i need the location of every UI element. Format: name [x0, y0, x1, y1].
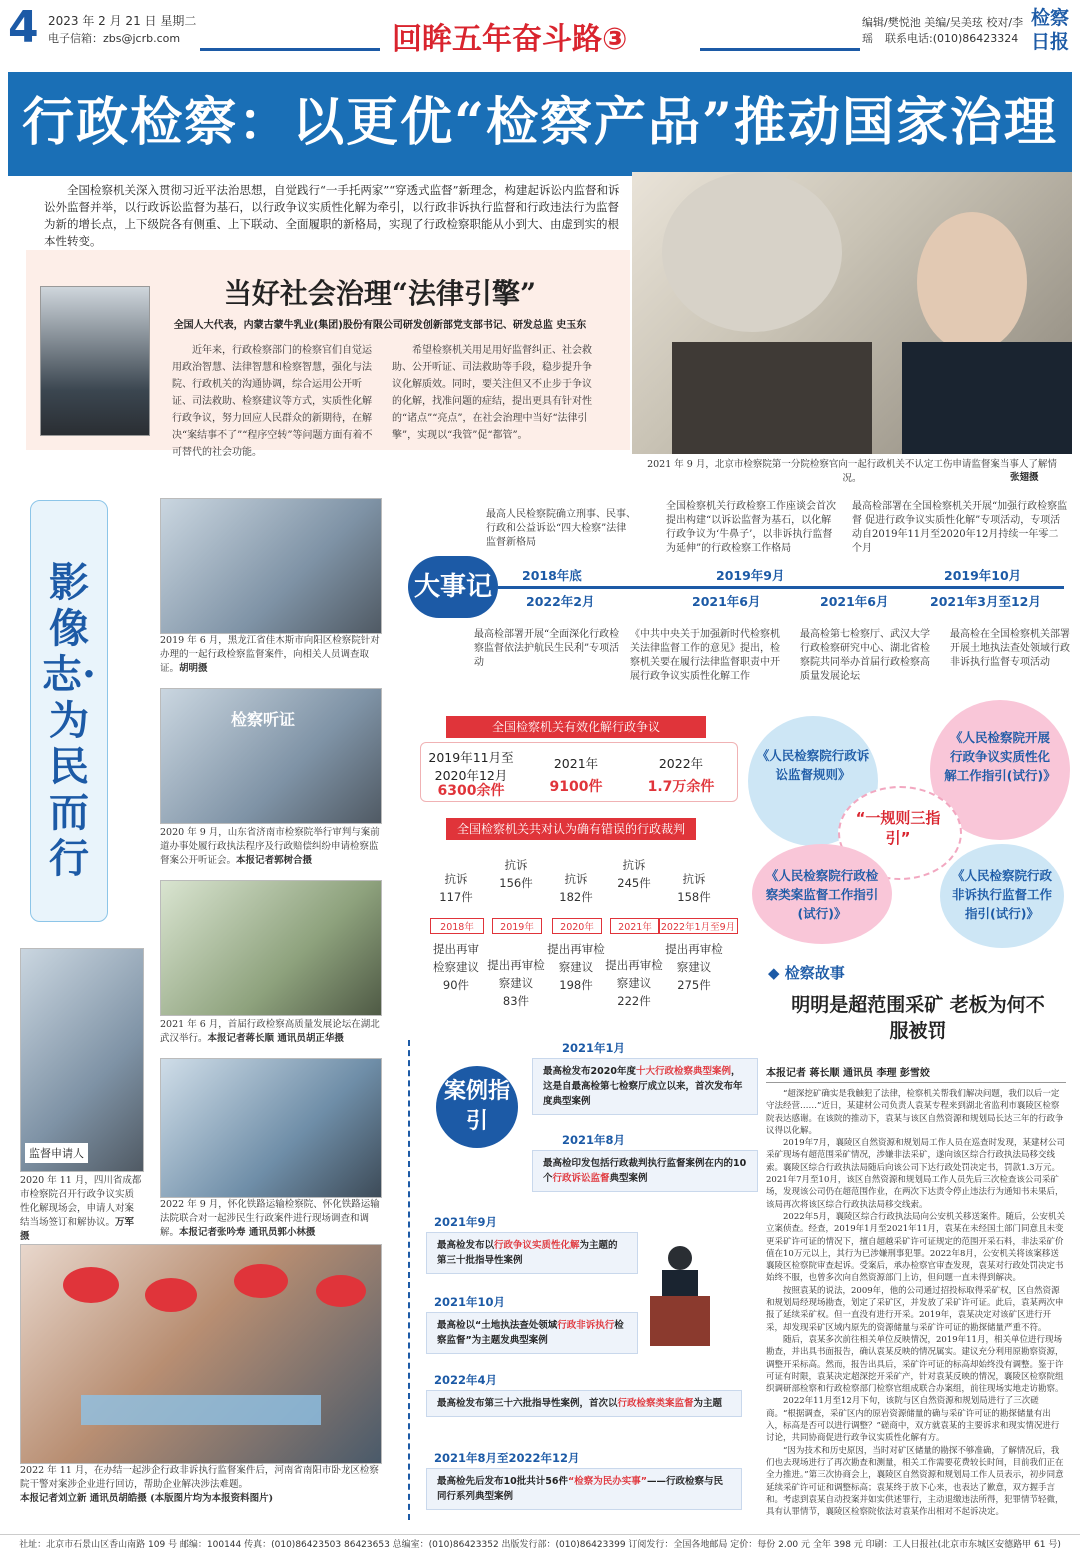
case-date-6: 2021年8月至2022年12月	[434, 1451, 580, 1465]
gallery-photo-5	[160, 1058, 382, 1198]
stat2-jianyi-5: 提出再审检察建议 275件	[665, 942, 723, 992]
event-top-3: 最高检部署在全国检察机关开展“加强行政检察监督 促进行政争议实质性化解”专项活动，专项活动自2019年11月至2020年12月持续一年零二个月	[852, 501, 1068, 554]
gallery-photo-1	[160, 498, 382, 634]
event-date-bottom-2: 2021年6月	[692, 594, 761, 609]
stat2-jianyi-2: 提出再审检察建议 83件	[487, 958, 545, 1008]
gallery-caption-2: 2020 年 9 月，山东省济南市检察院举行审判与案前道办事处履行政执法程序及行政赔偿纠纷申请检察监督案公开听证会。本报记者郭树合摄	[160, 827, 380, 866]
gallery-caption-4: 2020 年 11 月，四川省成都市检察院召开行政争议实质性化解现场会，申请人对案结当场签订和解协议。万军摄	[20, 1175, 142, 1242]
case-item-2: 最高检印发包括行政裁判执行监督案例在内的10个行政诉讼监督典型案例	[532, 1150, 758, 1192]
case-date-4: 2021年10月	[434, 1295, 506, 1309]
events-badge: 大事记	[408, 556, 498, 618]
story-rule	[766, 1082, 1066, 1083]
email: 电子信箱：zbs@jcrb.com	[48, 32, 181, 45]
editors: 编辑/樊悦池 美编/吴美玹 校对/李瑶	[862, 16, 1024, 45]
stat2-year-3: 2020年	[552, 918, 602, 934]
case-item-4: 最高检以“土地执法查处领域行政非诉执行检察监督”为主题发典型案例	[426, 1312, 638, 1354]
case-date-5: 2022年4月	[434, 1373, 498, 1387]
stat2-kangsu-2: 抗诉 156件	[499, 858, 533, 890]
story-byline: 本报记者 蒋长顺 通讯员 李理 彭雪姣	[766, 1068, 930, 1079]
gallery-photo-6	[20, 1244, 382, 1464]
top-photo-caption: 2021 年 9 月，北京市检察院第一分院检察官向一起行政机关不认定工伤申请监督案当事人了解情况。	[647, 459, 1057, 484]
stat1-value-3: 1.7万余件	[647, 779, 715, 795]
page-title: 行政检察：以更优“检察产品”推动国家治理	[22, 92, 1058, 153]
stat1-period-3: 2022年	[658, 756, 704, 771]
event-bottom-3: 最高检第七检察厅、武汉大学行政检察研究中心、湖北省检察院共同举办首届行政检察高质量发展论坛	[800, 629, 930, 682]
case-date-3: 2021年9月	[434, 1215, 498, 1229]
event-top-1: 最高人民检察院确立刑事、民事、行政和公益诉讼“四大检察”法律监督新格局	[486, 509, 636, 548]
stat1-value-2: 9100件	[549, 779, 603, 795]
interview-subtitle: 全国人大代表，内蒙古蒙牛乳业(集团)股份有限公司研发创新部党支部书记、研发总监 史玉东	[173, 320, 587, 331]
gallery-photo-4	[20, 948, 144, 1172]
rule-1: 《人民检察院行政诉讼监督规则》	[756, 748, 870, 782]
photo-illustration	[632, 172, 1072, 454]
event-date-top-3: 2019年10月	[944, 568, 1022, 583]
event-bottom-4: 最高检在全国检察机关部署开展土地执法查处领域行政非诉执行监督专项活动	[950, 629, 1070, 668]
event-date-bottom-4: 2021年3月至12月	[930, 594, 1041, 609]
stat2-jianyi-4: 提出再审检察建议 222件	[605, 958, 663, 1008]
gallery-title: 影像志·为民而行	[42, 559, 96, 882]
event-top-2: 全国检察机关行政检察工作座谈会首次提出构建“以诉讼监督为基石，以化解行政争议为‘牛鼻子’，以非诉执行监督为延伸”的行政检察工作格局	[666, 501, 836, 554]
interview-col-1: 近年来，行政检察部门的检察官们自觉运用政治智慧、法律智慧和检察智慧，强化与法院、行政机关的沟通协调，综合运用公开听证、司法救助、检察建议等方式，实质性化解行政争议，努力回应人民群众的新期待，在解决“案结事不了”“程序空转”等问题方面有着不可替代的社会功能。	[172, 345, 373, 458]
masthead-logo: 检察日报	[1030, 7, 1069, 53]
stat1-value-1: 6300余件	[437, 783, 505, 799]
event-bottom-1: 最高检部署开展“全面深化行政检察监督依法护航民生民利”专项活动	[474, 629, 620, 668]
case-item-5: 最高检发布第三十六批指导性案例，首次以行政检察类案监督为主题	[426, 1390, 742, 1417]
footer: 社址：北京市石景山区香山南路 109 号 邮编：100144 传真：(010)86423503 86423653 总编室：(010)86423352 出版发行部：(010)86423399 订阅发行：全国各地邮局 定价：每份 2.00 元 全年 398 元 印刷：工人日报社(北京市东城区安德路甲 61 号)	[0, 1534, 1080, 1555]
case-date-2: 2021年8月	[562, 1133, 626, 1147]
top-photo	[632, 172, 1072, 454]
lead-paragraph: 全国检察机关深入贯彻习近平法治思想，自觉践行“一手托两家”“穿透式监督”新理念，构建起诉讼内监督和诉讼外监督并举，以行政诉讼监督为基石，以行政争议实质性化解为牵引，以行政非诉执行监督和行政违法行为监督为新的增长点，上下级院各有侧重、上下联动、全面履职的新格局，实现了行政检察职能从小到大、由虚到实的根本性转变。	[44, 183, 620, 248]
case-date-1: 2021年1月	[562, 1041, 626, 1055]
sign-text: 监督申请人	[25, 1143, 88, 1163]
hardhat-illustration	[21, 1245, 381, 1463]
stat2-kangsu-1: 抗诉 117件	[439, 872, 473, 904]
cases-badge: 案例指引	[436, 1066, 518, 1148]
hall-sign: 检察听证	[231, 710, 296, 729]
event-date-top-2: 2019年9月	[716, 568, 785, 583]
gallery-caption-1: 2019 年 6 月，黑龙江省佳木斯市向阳区检察院针对办理的一起行政检察监督案件，向相关人员调查取证。胡明摄	[160, 635, 380, 674]
gallery-caption-3: 2021 年 6 月，首届行政检察高质量发展论坛在湖北武汉举行。本报记者蒋长顺 通讯员胡正华摄	[160, 1019, 380, 1044]
case-item-1: 最高检发布2020年度十大行政检察典型案例，这是自最高检第七检察厅成立以来，首次发布年度典型案例	[532, 1058, 758, 1115]
rule-3: 《人民检察院行政检察类案监督工作指引(试行)》	[765, 868, 879, 921]
story-title: 明明是超范围采矿 老板为何不服被罚	[791, 994, 1045, 1042]
interviewee-portrait	[40, 286, 150, 436]
events-line	[498, 586, 1064, 589]
gallery-photo-3	[160, 880, 382, 1016]
rule-center: “一规则三指引”	[855, 809, 941, 847]
stat1-period-1: 2019年11月至2020年12月	[428, 750, 514, 783]
event-bottom-2: 《中共中央关于加强新时代检察机关法律监督工作的意见》提出，检察机关要在履行法律监督职责中开展行政争议实质性化解工作	[630, 629, 780, 682]
event-date-bottom-1: 2022年2月	[526, 594, 595, 609]
stat2-kangsu-3: 抗诉 182件	[559, 872, 593, 904]
gallery-caption-5: 2022 年 9 月，怀化铁路运输检察院、怀化铁路运输法院联合对一起涉民生行政案件进行现场调查和调解。本报记者张吟寿 通讯员郭小林摄	[160, 1199, 380, 1238]
top-photo-credit: 张翅摄	[1010, 472, 1039, 483]
story-section: ◆ 检察故事	[768, 964, 845, 982]
stat2-kangsu-4: 抗诉 245件	[617, 858, 651, 890]
stats-box-2	[420, 856, 740, 1008]
case-item-3: 最高检发布以行政争议实质性化解为主题的第三十批指导性案例	[426, 1232, 638, 1274]
stat1-period-2: 2021年	[553, 756, 599, 771]
stat2-year-5: 2022年1月至9月	[658, 918, 738, 934]
event-date-top-1: 2018年底	[522, 568, 582, 583]
case-item-6: 最高检先后发布10批共计56件“检察为民办实事”——行政检察与民同行系列典型案例	[426, 1468, 742, 1510]
header-rule-left	[200, 48, 380, 51]
stat2-jianyi-3: 提出再审检察建议 198件	[547, 942, 605, 992]
stats-header-1: 全国检察机关有效化解行政争议	[446, 716, 706, 738]
stat2-year-2: 2019年	[492, 918, 542, 934]
stat2-kangsu-5: 抗诉 158件	[677, 872, 711, 904]
rule-4: 《人民检察院行政非诉执行监督工作指引(试行)》	[951, 868, 1052, 921]
interview-title: 当好社会治理“法律引擎”	[223, 277, 537, 310]
interview-col-2: 希望检察机关用足用好监督纠正、社会救助、公开听证、司法救助等手段，稳步提升争议化解质效。同时，要关注但又不止步于争议的化解，找准问题的症结，提出更具有针对性的“诸点”“亮点”，在社会治理中当好“法律引擎”，实现以“我管”促“都管”。	[392, 345, 592, 441]
gallery-caption-6: 2022 年 11 月，在办结一起涉企行政非诉执行监督案件后，河南省南阳市卧龙区检察院干警对案涉企业进行回访，帮助企业解决涉法难题。 本报记者刘立新 通讯员胡皓摄 (本版图片均为本报资料图片)	[20, 1465, 379, 1504]
story-body: “超深挖矿确实是我触犯了法律，检察机关帮我们解决问题，我们以后一定守法经营……”近日，某建材公司负责人袁某专程来到湖北省监利市襄陵区检察院表达感谢。在该院的推动下，袁某与该区自然资源和规划局长达三年的行政争议得以化解。 2019年7月，襄陵区自然资源和规划局工作人员在巡查时发现，某建材公司采矿现场有超范围采矿情况，涉嫌非法采矿，遂向该区综合行政执法局移交线索。襄陵区综合行政执法局随后向该公司下达行政处罚决定书，罚款1.3万元。2021年7月至10月，该区自然资源和规划局工作人员先后三次检查该公司采矿场，发现该公司仍在超范围作业，在两次下达责令停止违法行为通知书未果后，该局再次将该区综合行政执法局移交线索。 2022年5月，襄陵区综合行政执法局向公安机关移送案件。随后，公安机关立案侦查。经查，2019年1月至2021年11月，袁某在未经国土部门同意且未变更采矿许可证的情况下，擅自超越采矿许可证规定的范围开采石料，非法采矿价值在10万元以上，其行为已涉嫌刑事犯罪。2022年8月，公安机关将该案移送襄陵区检察院审查起诉。受案后，承办检察官审查发现，袁某对行政处罚决定书始终不服，也曾多次向自然资源部门上访，但问题一直未得到解决。 按照袁某的说法，2009年，他的公司通过招投标取得采矿权，区自然资源和规划局经现场勘查，划定了采矿区，并发放了采矿许可证。此后，袁某两次申报了延续采矿权。但一直没有进行开采。2019年，袁某决定对该矿区进行开采，却发现采矿区域内原先的资源储量与采矿许可证的勘探储量严重不符。 随后，袁某多次前往相关单位反映情况，2019年11月，相关单位进行现场勘查，并出具书面报告，确认袁某反映的情况属实。建议充分利用原勘察资源，调整开采标高。然而，报告出具后，采矿许可证的标高却始终没有调整。鉴于许可证有时限，袁某决定超深挖开采矿产，针对袁某反映的情况，襄陵区检察院组织调研部检察和行政检察部门检察官组成联合办案组，前往现场实地走访勘察。 2022年11月至12月下旬，该院与区自然资源和规划局进行了三次磋商。“根据调查，采矿区内的原岩资源储量的确与采矿许可证的勘探储量有出入，标高是否可以进行调整？”磋商中，双方就袁某的主要诉求和现实情况进行讨论，共同协商促进行政争议实质性化解有方。 “因为技术和历史原因，当时对矿区储量的勘探不够准确，了解情况后，我们也去现场进行了再次勘查和测量，相关工作需要花费较长时间，目前我们正在全力推进。”第三次协商会上，襄陵区自然资源和规划局工作人员表示，初步同意延续采矿许可证和调整标高；袁某终于放下心来，也表达了歉意，双方握手言和。考虑到袁某自动投案并如实供述罪行，主动退缴违法所得，犯罪情节轻微，具有认罪情节，襄陵区检察院依法对袁某作出相对不起诉决定。	[766, 1089, 1066, 1518]
gallery-photo-2	[160, 688, 382, 824]
podium-illustration	[640, 1240, 720, 1350]
contact-tel: 联系电话:(010)86423324	[885, 32, 1019, 45]
stat2-year-1: 2018年	[430, 918, 484, 934]
stat2-jianyi-1: 提出再审检察建议 90件	[433, 942, 479, 992]
rule-2: 《人民检察院开展行政争议实质性化解工作指引(试行)》	[944, 730, 1056, 783]
issue-date: 2023 年 2 月 21 日 星期二	[48, 14, 197, 28]
cases-line	[408, 1040, 412, 1520]
event-date-bottom-3: 2021年6月	[820, 594, 889, 609]
stat2-year-4: 2021年	[610, 918, 660, 934]
stats-header-2: 全国检察机关共对认为确有错误的行政裁判	[446, 818, 696, 840]
column-title: 回眸五年奋斗路③	[392, 22, 628, 57]
header-rule-right	[700, 48, 860, 51]
page-number: 4	[8, 2, 39, 53]
